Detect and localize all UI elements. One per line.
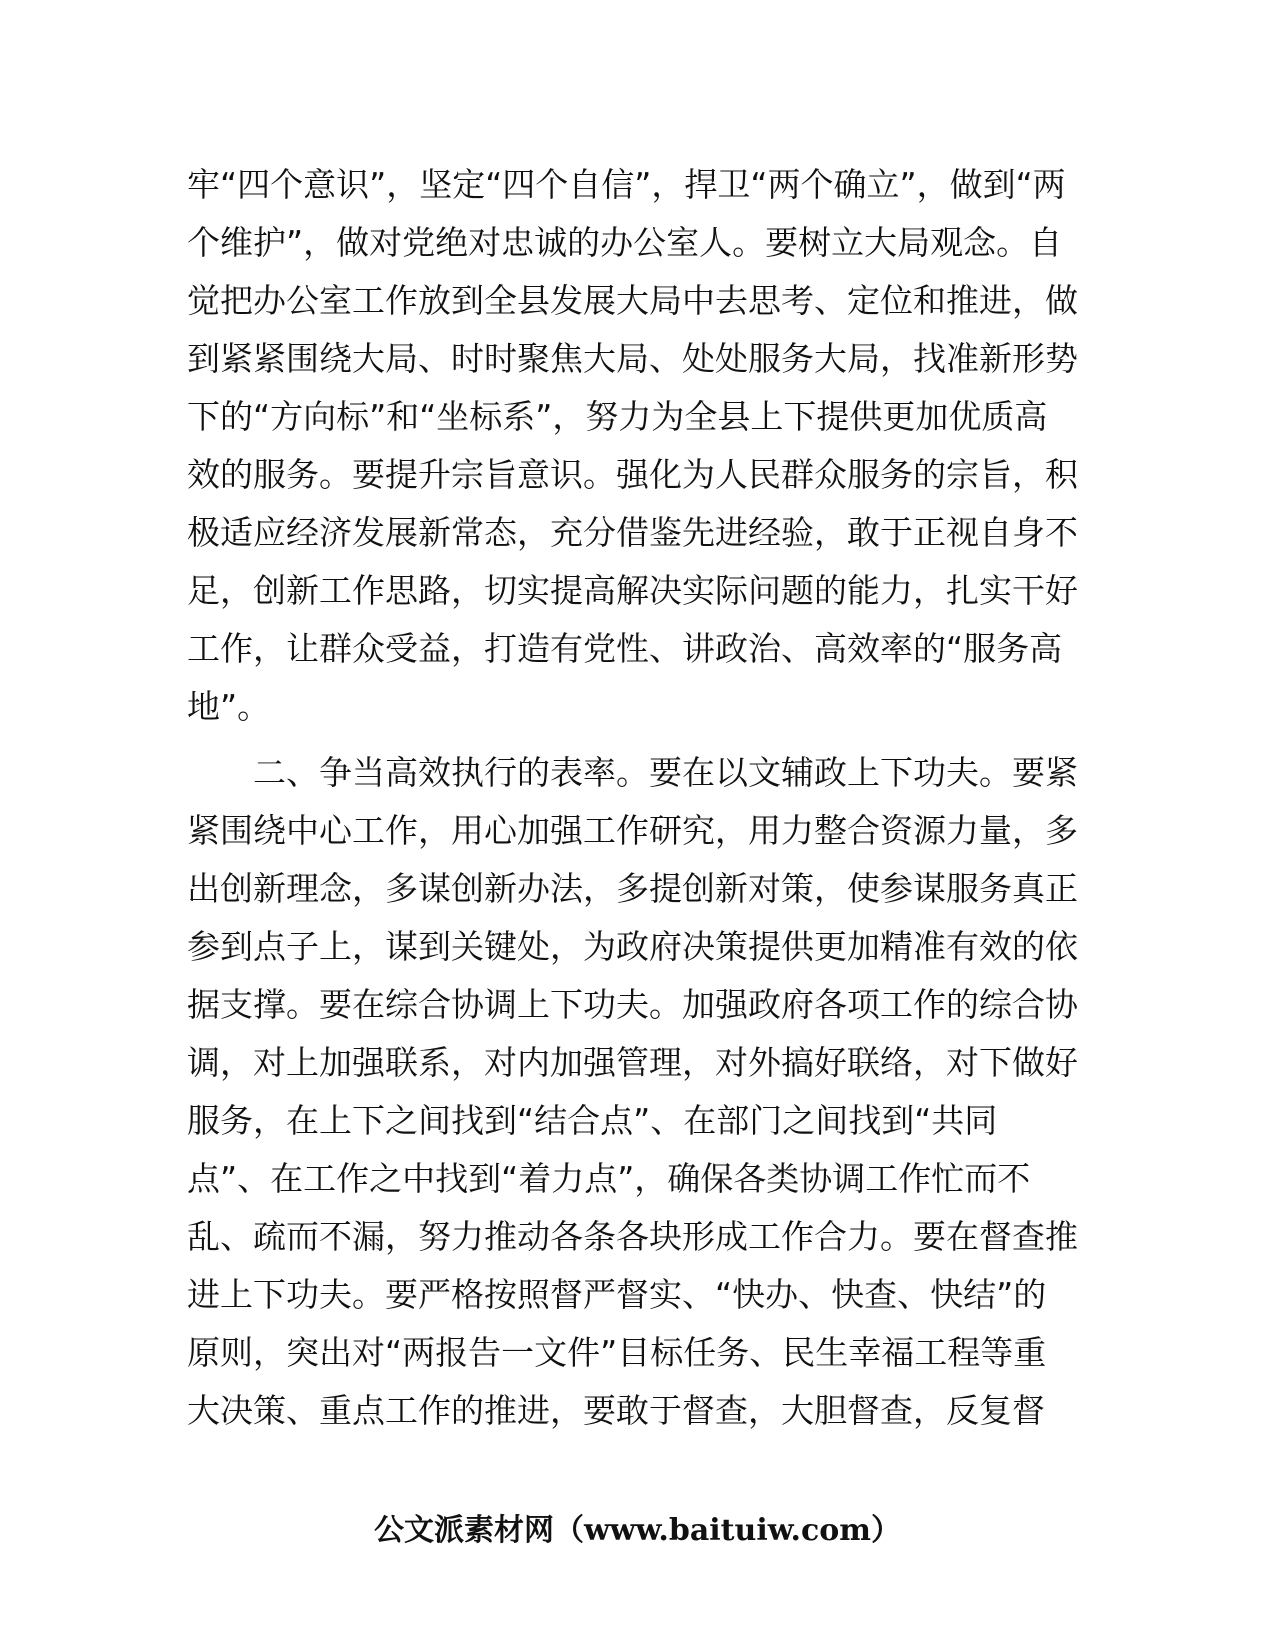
text-line: 乱、疏而不漏，努力推动各条各块形成工作合力。要在督查推	[187, 1217, 1078, 1256]
text-line: 二、争当高效执行的表率。要在以文辅政上下功夫。要紧	[253, 753, 1078, 792]
footer-watermark: 公文派素材网（www.baituiw.com）	[373, 1513, 902, 1548]
paragraph	[187, 744, 1087, 1440]
text-line: 参到点子上，谋到关键处，为政府决策提供更加精准有效的依	[187, 927, 1078, 966]
text-line: 觉把办公室工作放到全县发展大局中去思考、定位和推进，做	[187, 281, 1078, 320]
text-line: 调，对上加强联系，对内加强管理，对外搞好联络，对下做好	[187, 1043, 1078, 1082]
text-line: 据支撑。要在综合协调上下功夫。加强政府各项工作的综合协	[187, 985, 1078, 1024]
text-line: 下的“方向标”和“坐标系”，努力为全县上下提供更加优质高	[187, 397, 1048, 436]
text-line: 服务，在上下之间找到“结合点”、在部门之间找到“共同	[187, 1101, 998, 1140]
text-line: 到紧紧围绕大局、时时聚焦大局、处处服务大局，找准新形势	[187, 339, 1078, 378]
paragraph	[187, 156, 1087, 736]
text-line: 进上下功夫。要严格按照督严督实、“快办、快查、快结”的	[187, 1275, 1047, 1314]
text-line: 点”、在工作之中找到“着力点”，确保各类协调工作忙而不	[187, 1159, 1031, 1198]
text-line: 出创新理念，多谋创新办法，多提创新对策，使参谋服务真正	[187, 869, 1078, 908]
text-line: 大决策、重点工作的推进，要敢于督查，大胆督查，反复督	[187, 1391, 1045, 1430]
text-line: 牢“四个意识”，坚定“四个自信”，捍卫“两个确立”，做到“两	[187, 165, 1066, 204]
document-body	[187, 156, 1087, 1440]
text-line: 极适应经济发展新常态，充分借鉴先进经验，敢于正视自身不	[187, 513, 1078, 552]
text-line: 足，创新工作思路，切实提高解决实际问题的能力，扎实干好	[187, 571, 1078, 610]
text-line: 紧围绕中心工作，用心加强工作研究，用力整合资源力量，多	[187, 811, 1078, 850]
text-line: 地”。	[187, 687, 271, 726]
text-line: 个维护”，做对党绝对忠诚的办公室人。要树立大局观念。自	[187, 223, 1063, 262]
text-line: 工作，让群众受益，打造有党性、讲政治、高效率的“服务高	[187, 629, 1063, 668]
paragraph-gap	[187, 736, 1087, 744]
text-line: 效的服务。要提升宗旨意识。强化为人民群众服务的宗旨，积	[187, 455, 1078, 494]
text-line: 原则，突出对“两报告一文件”目标任务、民生幸福工程等重	[187, 1333, 1047, 1372]
